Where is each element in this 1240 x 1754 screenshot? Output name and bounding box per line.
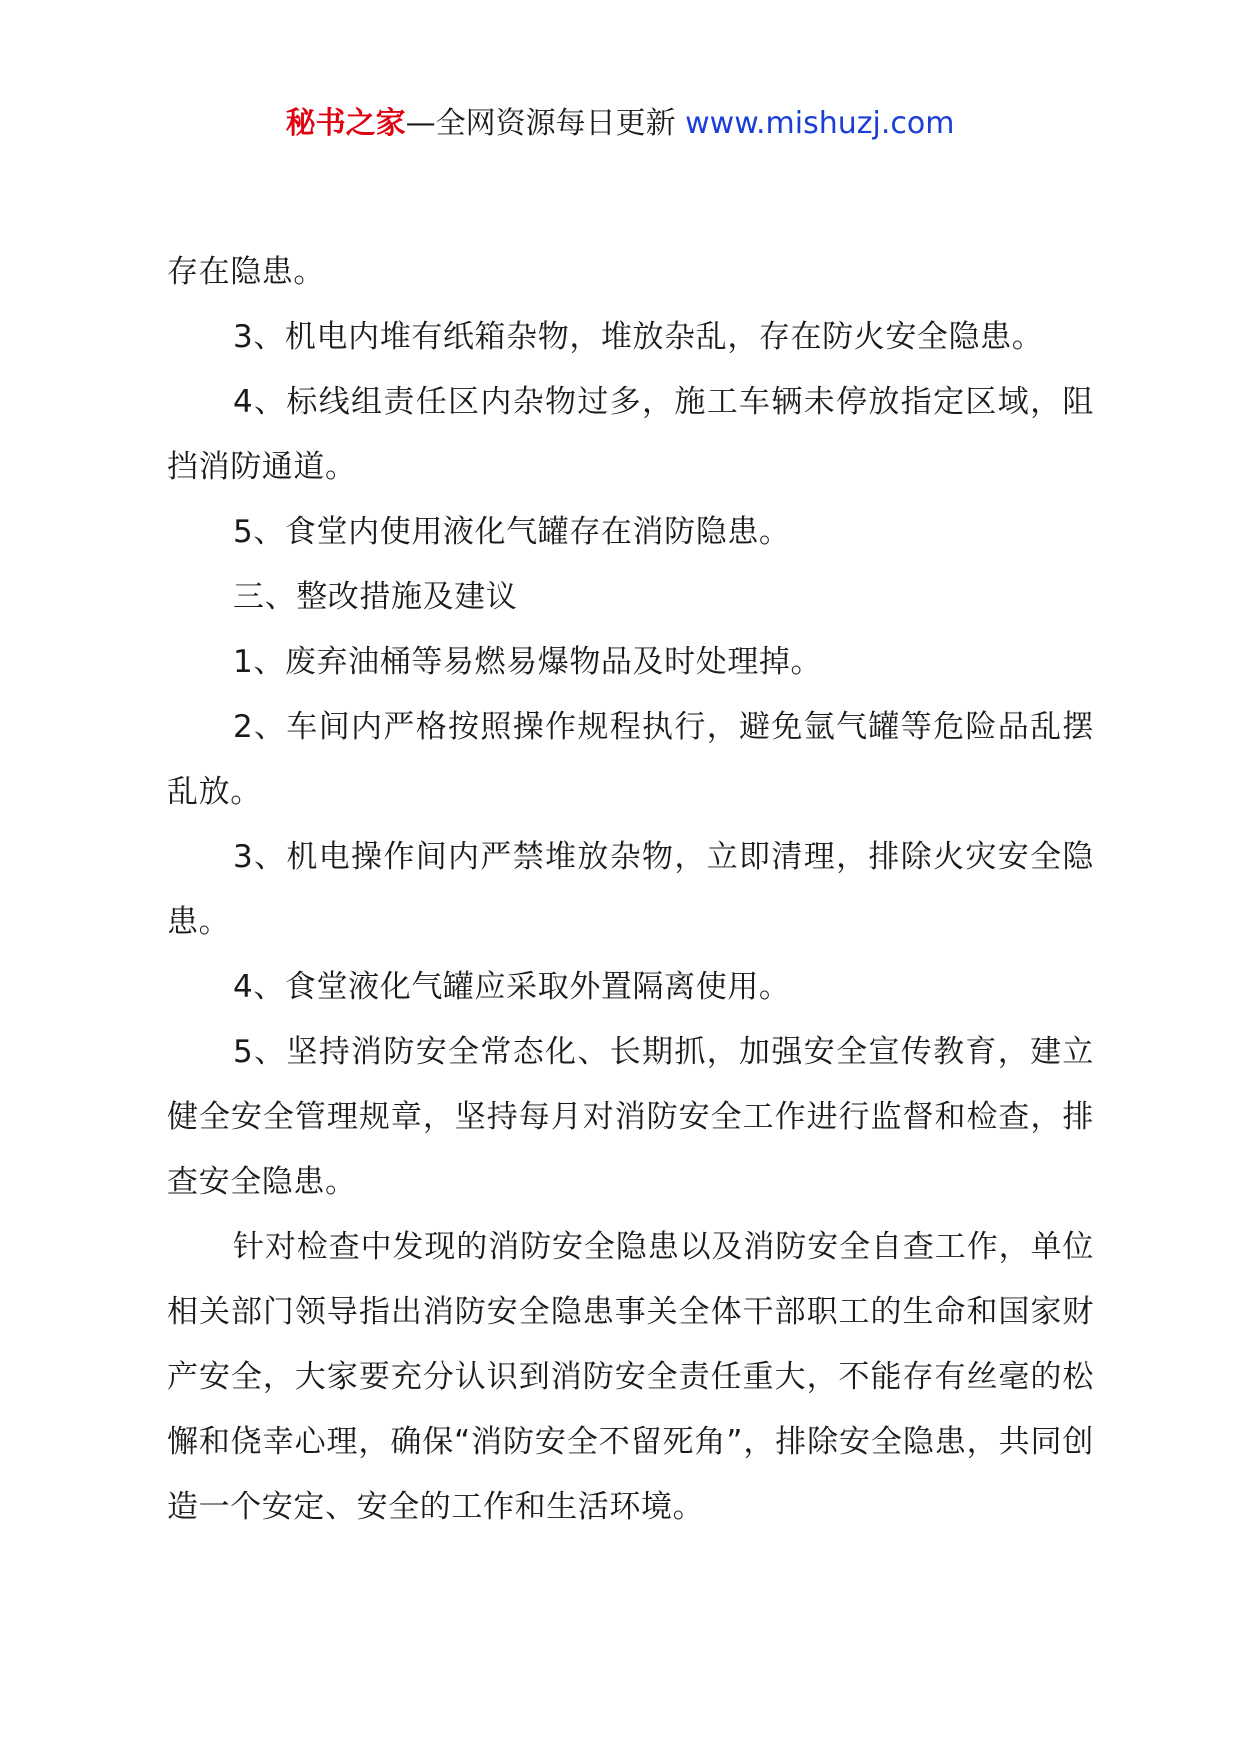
list-item-measure-2: 2、车间内严格按照操作规程执行，避免氩气罐等危险品乱摆乱放。 — [167, 709, 1094, 810]
header-tagline: —全网资源每日更新 — [405, 106, 686, 141]
section-heading: 三、整改措施及建议 — [233, 579, 518, 615]
list-item-problem-5: 5、食堂内使用液化气罐存在消防隐患。 — [233, 514, 791, 550]
list-item-measure-4: 4、食堂液化气罐应采取外置隔离使用。 — [233, 969, 791, 1005]
site-url-link[interactable]: www.mishuzj.com — [685, 106, 955, 141]
document-body — [167, 240, 1094, 1540]
list-item-problem-3: 3、机电内堆有纸箱杂物，堆放杂乱，存在防火安全隐患。 — [233, 319, 1044, 355]
paragraph-continuation: 存在隐患。 — [167, 254, 325, 290]
list-item-problem-4: 4、标线组责任区内杂物过多，施工车辆未停放指定区域，阻挡消防通道。 — [167, 384, 1094, 485]
closing-paragraph: 针对检查中发现的消防安全隐患以及消防安全自查工作，单位相关部门领导指出消防安全隐患事关全体干部职工的生命和国家财产安全，大家要充分认识到消防安全责任重大，不能存有丝毫的松懈和侥幸心理，确保“消防安全不留死角”，排除安全隐患，共同创造一个安定、安全的工作和生活环境。 — [167, 1229, 1094, 1525]
list-item-measure-5: 5、坚持消防安全常态化、长期抓，加强安全宣传教育，建立健全安全管理规章，坚持每月对消防安全工作进行监督和检查，排查安全隐患。 — [167, 1034, 1094, 1200]
list-item-measure-1: 1、废弃油桶等易燃易爆物品及时处理掉。 — [233, 644, 823, 680]
list-item-measure-3: 3、机电操作间内严禁堆放杂物，立即清理，排除火灾安全隐患。 — [167, 839, 1094, 940]
page-header — [0, 98, 1240, 150]
brand-name: 秘书之家 — [285, 106, 406, 141]
